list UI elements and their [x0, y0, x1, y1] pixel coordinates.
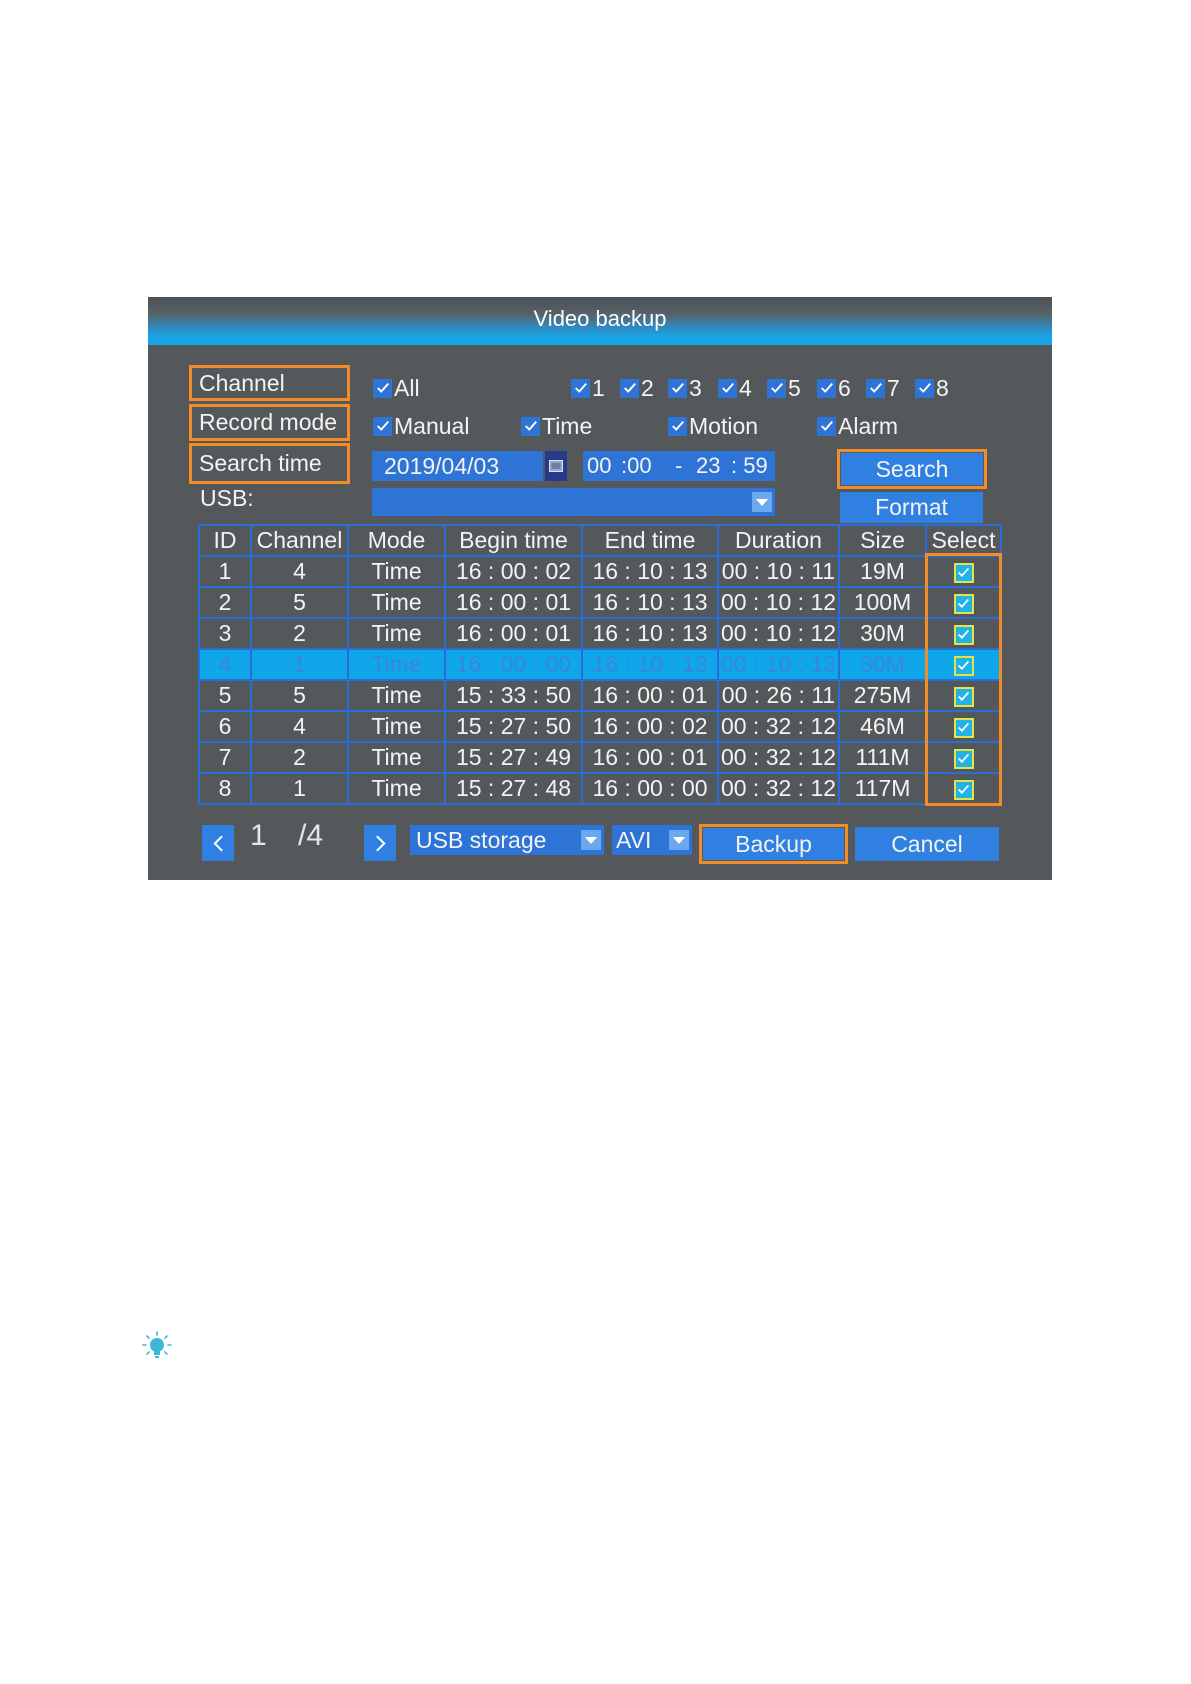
backup-button[interactable]	[699, 824, 848, 864]
checkmark-icon	[770, 381, 784, 395]
lightbulb-icon	[142, 1331, 172, 1363]
chevron-right-icon	[375, 834, 386, 853]
channel-3-checkbox[interactable]	[668, 375, 702, 401]
cell-size: 100M	[839, 587, 926, 618]
channel-8-checkbox[interactable]	[915, 375, 949, 401]
cell-end-time: 16 : 10 : 13	[582, 587, 718, 618]
table-row[interactable]	[199, 649, 1001, 680]
row-select-checkbox[interactable]	[954, 656, 974, 676]
chevron-left-icon	[213, 834, 224, 853]
cell-duration: 00 : 10 : 12	[718, 618, 839, 649]
cell-begin-time: 16 : 00 : 01	[445, 618, 582, 649]
usb-dropdown[interactable]	[372, 488, 775, 516]
checkbox-box	[373, 379, 392, 398]
cell-channel: 2	[251, 618, 348, 649]
checkmark-icon	[869, 381, 883, 395]
cell-select	[926, 587, 1001, 618]
cell-begin-time: 15 : 33 : 50	[445, 680, 582, 711]
channel-1-checkbox[interactable]	[571, 375, 605, 401]
checkmark-icon	[623, 381, 637, 395]
usb-label: USB:	[200, 485, 254, 511]
cell-select	[926, 556, 1001, 587]
channel-4-checkbox[interactable]	[718, 375, 752, 401]
checkbox-box	[668, 379, 687, 398]
checkmark-icon	[574, 381, 588, 395]
checkbox-box	[817, 379, 836, 398]
cell-mode: Time	[348, 742, 445, 773]
cell-id: 8	[199, 773, 251, 804]
cell-end-time: 16 : 00 : 01	[582, 680, 718, 711]
file-format-dropdown[interactable]	[612, 825, 692, 855]
next-page-button[interactable]	[364, 825, 396, 861]
checkbox-box	[668, 417, 687, 436]
checkmark-icon	[957, 783, 970, 796]
cell-duration: 00 : 10 : 12	[718, 587, 839, 618]
checkmark-icon	[820, 419, 834, 433]
checkbox-box	[866, 379, 885, 398]
checkbox-label: Time	[542, 412, 593, 439]
video-backup-dialog	[148, 297, 1052, 880]
column-header-channel: Channel	[251, 525, 348, 556]
record-mode-motion-checkbox[interactable]	[668, 413, 758, 439]
column-header-size: Size	[839, 525, 926, 556]
table-row[interactable]	[199, 587, 1001, 618]
calendar-icon[interactable]	[545, 451, 567, 481]
channel-7-checkbox[interactable]	[866, 375, 900, 401]
record-mode-alarm-checkbox[interactable]	[817, 413, 898, 439]
row-select-checkbox[interactable]	[954, 563, 974, 583]
cell-select	[926, 618, 1001, 649]
cell-mode: Time	[348, 773, 445, 804]
cell-mode: Time	[348, 649, 445, 680]
checkmark-icon	[376, 381, 390, 395]
cell-begin-time: 16 : 00 : 02	[445, 556, 582, 587]
cell-begin-time: 16 : 00 : 01	[445, 587, 582, 618]
cell-duration: 00 : 32 : 12	[718, 742, 839, 773]
time-separator: -	[675, 453, 683, 478]
cell-channel: 4	[251, 556, 348, 587]
checkbox-box	[521, 417, 540, 436]
checkbox-box	[767, 379, 786, 398]
cell-id: 6	[199, 711, 251, 742]
checkmark-icon	[957, 566, 970, 579]
cell-size: 46M	[839, 711, 926, 742]
cell-mode: Time	[348, 680, 445, 711]
checkbox-box	[373, 417, 392, 436]
cell-begin-time: 15 : 27 : 49	[445, 742, 582, 773]
checkmark-icon	[957, 597, 970, 610]
cell-id: 2	[199, 587, 251, 618]
record-mode-time-checkbox[interactable]	[521, 413, 592, 439]
column-header-mode: Mode	[348, 525, 445, 556]
current-page: 1	[250, 819, 267, 852]
checkmark-icon	[957, 690, 970, 703]
checkmark-icon	[918, 381, 932, 395]
checkbox-box	[915, 379, 934, 398]
checkmark-icon	[524, 419, 538, 433]
row-select-checkbox[interactable]	[954, 625, 974, 645]
storage-device-dropdown[interactable]	[410, 825, 604, 855]
cell-end-time: 16 : 00 : 00	[582, 773, 718, 804]
cell-select	[926, 742, 1001, 773]
cell-select	[926, 649, 1001, 680]
checkbox-label: Manual	[394, 412, 470, 439]
checkmark-icon	[721, 381, 735, 395]
total-pages: /4	[298, 819, 324, 852]
cell-end-time: 16 : 10 : 13	[582, 556, 718, 587]
cell-id: 5	[199, 680, 251, 711]
column-header-begin-time: Begin time	[445, 525, 582, 556]
cell-channel: 5	[251, 587, 348, 618]
channel-2-checkbox[interactable]	[620, 375, 654, 401]
checkmark-icon	[820, 381, 834, 395]
checkbox-label: 4	[739, 374, 752, 401]
checkbox-label: 5	[788, 374, 801, 401]
channel-all-checkbox[interactable]	[373, 375, 420, 401]
cancel-button[interactable]: Cancel	[855, 827, 999, 861]
record-mode-manual-checkbox[interactable]	[373, 413, 469, 439]
channel-5-checkbox[interactable]	[767, 375, 801, 401]
cell-id: 3	[199, 618, 251, 649]
row-select-checkbox[interactable]	[954, 594, 974, 614]
cell-size: 275M	[839, 680, 926, 711]
start-hour[interactable]: 00	[587, 453, 612, 478]
recordings-table	[198, 524, 1002, 805]
checkbox-label: 7	[887, 374, 900, 401]
checkmark-icon	[671, 381, 685, 395]
chevron-down-icon[interactable]	[581, 830, 601, 850]
table-row[interactable]	[199, 773, 1001, 804]
cell-mode: Time	[348, 556, 445, 587]
cell-end-time: 16 : 10 : 13	[582, 618, 718, 649]
channel-label: Channel	[189, 365, 350, 401]
column-header-id: ID	[199, 525, 251, 556]
channel-6-checkbox[interactable]	[817, 375, 851, 401]
checkmark-icon	[957, 628, 970, 641]
search-button-label: Search	[841, 453, 983, 485]
cell-size: 30M	[839, 618, 926, 649]
cell-duration: 00 : 10 : 13	[718, 649, 839, 680]
cell-id: 7	[199, 742, 251, 773]
checkmark-icon	[957, 721, 970, 734]
cell-begin-time: 15 : 27 : 48	[445, 773, 582, 804]
checkmark-icon	[376, 419, 390, 433]
search-button[interactable]	[837, 449, 987, 489]
chevron-down-icon[interactable]	[752, 492, 772, 512]
cell-channel: 2	[251, 742, 348, 773]
cell-mode: Time	[348, 587, 445, 618]
checkbox-label: All	[394, 374, 420, 401]
table-row[interactable]	[199, 680, 1001, 711]
cell-begin-time: 15 : 27 : 50	[445, 711, 582, 742]
row-select-checkbox[interactable]	[954, 687, 974, 707]
cell-duration: 00 : 26 : 11	[718, 680, 839, 711]
checkbox-box	[817, 417, 836, 436]
cell-channel: 1	[251, 773, 348, 804]
record-mode-label: Record mode	[189, 404, 350, 441]
cell-channel: 5	[251, 680, 348, 711]
row-select-checkbox[interactable]	[954, 749, 974, 769]
dialog-title: Video backup	[148, 297, 1052, 345]
row-select-checkbox[interactable]	[954, 780, 974, 800]
column-header-duration: Duration	[718, 525, 839, 556]
checkbox-label: 2	[641, 374, 654, 401]
column-header-end-time: End time	[582, 525, 718, 556]
checkbox-label: 6	[838, 374, 851, 401]
cell-size: 117M	[839, 773, 926, 804]
cell-duration: 00 : 32 : 12	[718, 773, 839, 804]
cell-channel: 4	[251, 711, 348, 742]
checkbox-label: 8	[936, 374, 949, 401]
checkmark-icon	[957, 752, 970, 765]
table-row[interactable]	[199, 556, 1001, 587]
table-header-row	[199, 525, 1001, 556]
format-button[interactable]: Format	[840, 492, 983, 523]
date-field[interactable]: 2019/04/03	[372, 451, 543, 481]
cell-select	[926, 773, 1001, 804]
checkbox-box	[718, 379, 737, 398]
cell-id: 1	[199, 556, 251, 587]
cell-size: 111M	[839, 742, 926, 773]
checkbox-label: Alarm	[838, 412, 899, 439]
time-range-field[interactable]	[583, 451, 775, 481]
end-hour[interactable]: 23	[696, 453, 721, 478]
table-row[interactable]	[199, 711, 1001, 742]
checkbox-box	[571, 379, 590, 398]
chevron-down-icon[interactable]	[669, 830, 689, 850]
cell-duration: 00 : 32 : 12	[718, 711, 839, 742]
start-minute[interactable]: :00	[621, 453, 652, 478]
cell-mode: Time	[348, 711, 445, 742]
end-minute[interactable]: : 59	[731, 453, 768, 478]
table-row[interactable]	[199, 742, 1001, 773]
checkmark-icon	[671, 419, 685, 433]
cell-end-time: 16 : 10 : 13	[582, 649, 718, 680]
column-header-select: Select	[926, 525, 1001, 556]
cell-end-time: 16 : 00 : 01	[582, 742, 718, 773]
cell-select	[926, 711, 1001, 742]
cell-begin-time: 16 : 00 : 00	[445, 649, 582, 680]
storage-device-value: USB storage	[416, 826, 547, 853]
checkbox-label: 3	[689, 374, 702, 401]
checkbox-label: 1	[592, 374, 605, 401]
checkbox-box	[620, 379, 639, 398]
backup-button-label: Backup	[703, 828, 844, 860]
cell-size: 19M	[839, 556, 926, 587]
checkbox-label: Motion	[689, 412, 759, 439]
search-time-label: Search time	[189, 443, 350, 484]
cell-end-time: 16 : 00 : 02	[582, 711, 718, 742]
cell-select	[926, 680, 1001, 711]
cell-id: 4	[199, 649, 251, 680]
row-select-checkbox[interactable]	[954, 718, 974, 738]
file-format-value: AVI	[616, 826, 652, 853]
cell-duration: 00 : 10 : 11	[718, 556, 839, 587]
table-row[interactable]	[199, 618, 1001, 649]
checkmark-icon	[957, 659, 970, 672]
cell-size: 30M	[839, 649, 926, 680]
cell-channel: 1	[251, 649, 348, 680]
cell-mode: Time	[348, 618, 445, 649]
previous-page-button[interactable]	[202, 825, 234, 861]
